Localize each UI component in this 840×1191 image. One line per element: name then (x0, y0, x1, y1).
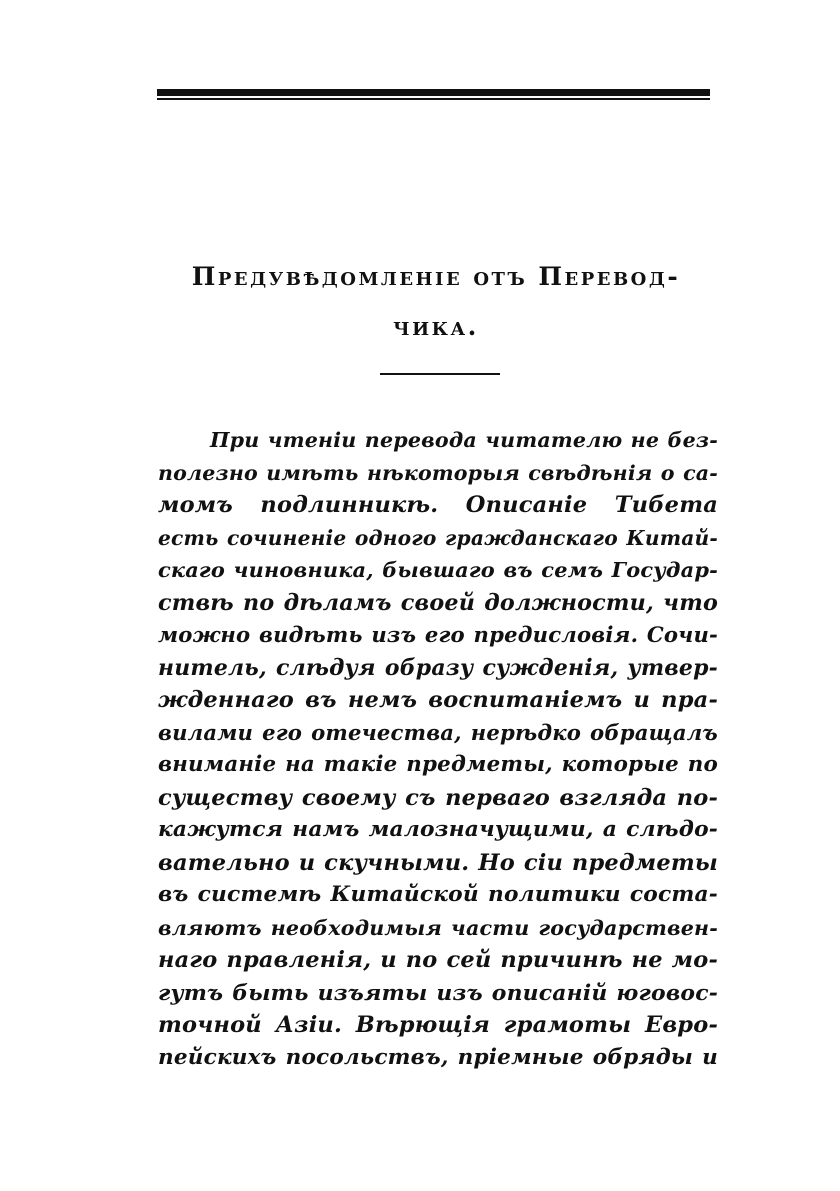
text-line: кажутся намъ малозначущими, а слѣдо- (158, 817, 718, 842)
text-line: момъ подлинникѣ. Описаніе Тибета (158, 492, 718, 518)
text-line: полезно имѣть нѣкоторыя свѣдѣнія о са- (158, 460, 718, 485)
text-line: ствѣ по дѣламъ своей должности, что (158, 589, 718, 616)
heading-line-1: Предувѣдомленіе отъ Перевод- (191, 262, 681, 291)
text-line: вниманіе на такіе предметы, которые по (158, 752, 718, 777)
chapter-heading (150, 252, 722, 352)
top-rule-thin (157, 98, 710, 100)
body-paragraph (158, 424, 718, 1074)
top-double-rule (157, 89, 710, 101)
text-line: нитель, слѣдуя образу сужденія, утвер- (158, 654, 718, 681)
text-line: жденнаго въ немъ воспитаніемъ и пра- (158, 687, 718, 713)
text-line: При чтеніи перевода читателю не без- (210, 428, 718, 452)
text-line: вилами его отечества, нерѣдко обращалъ (158, 719, 718, 745)
heading-divider (380, 373, 500, 375)
text-line: пейскихъ посольствъ, пріемные обряды и (158, 1044, 718, 1070)
text-line: скаго чиновника, бывшаго въ семъ Государ- (158, 557, 718, 582)
text-line: можно видѣть изъ его предисловія. Сочи- (158, 622, 718, 647)
text-line: гутъ быть изъяты изъ описаній юговос- (158, 979, 718, 1006)
text-line: есть сочиненіе одного гражданскаго Китай- (158, 525, 718, 550)
text-line: вляютъ необходимыя части государствен- (158, 915, 718, 940)
text-line: вательно и скучными. Но сіи предметы (158, 849, 718, 876)
text-line: существу своему съ перваго взгляда по- (158, 784, 718, 811)
text-line: наго правленія, и по сей причинѣ не мо- (158, 947, 718, 973)
text-line: въ системѣ Китайской политики соста- (158, 882, 718, 907)
heading-line-2: чика. (393, 312, 479, 341)
text-line: точной Азіи. Вѣрющія грамоты Евро- (158, 1012, 718, 1038)
top-rule-thick (157, 89, 710, 96)
